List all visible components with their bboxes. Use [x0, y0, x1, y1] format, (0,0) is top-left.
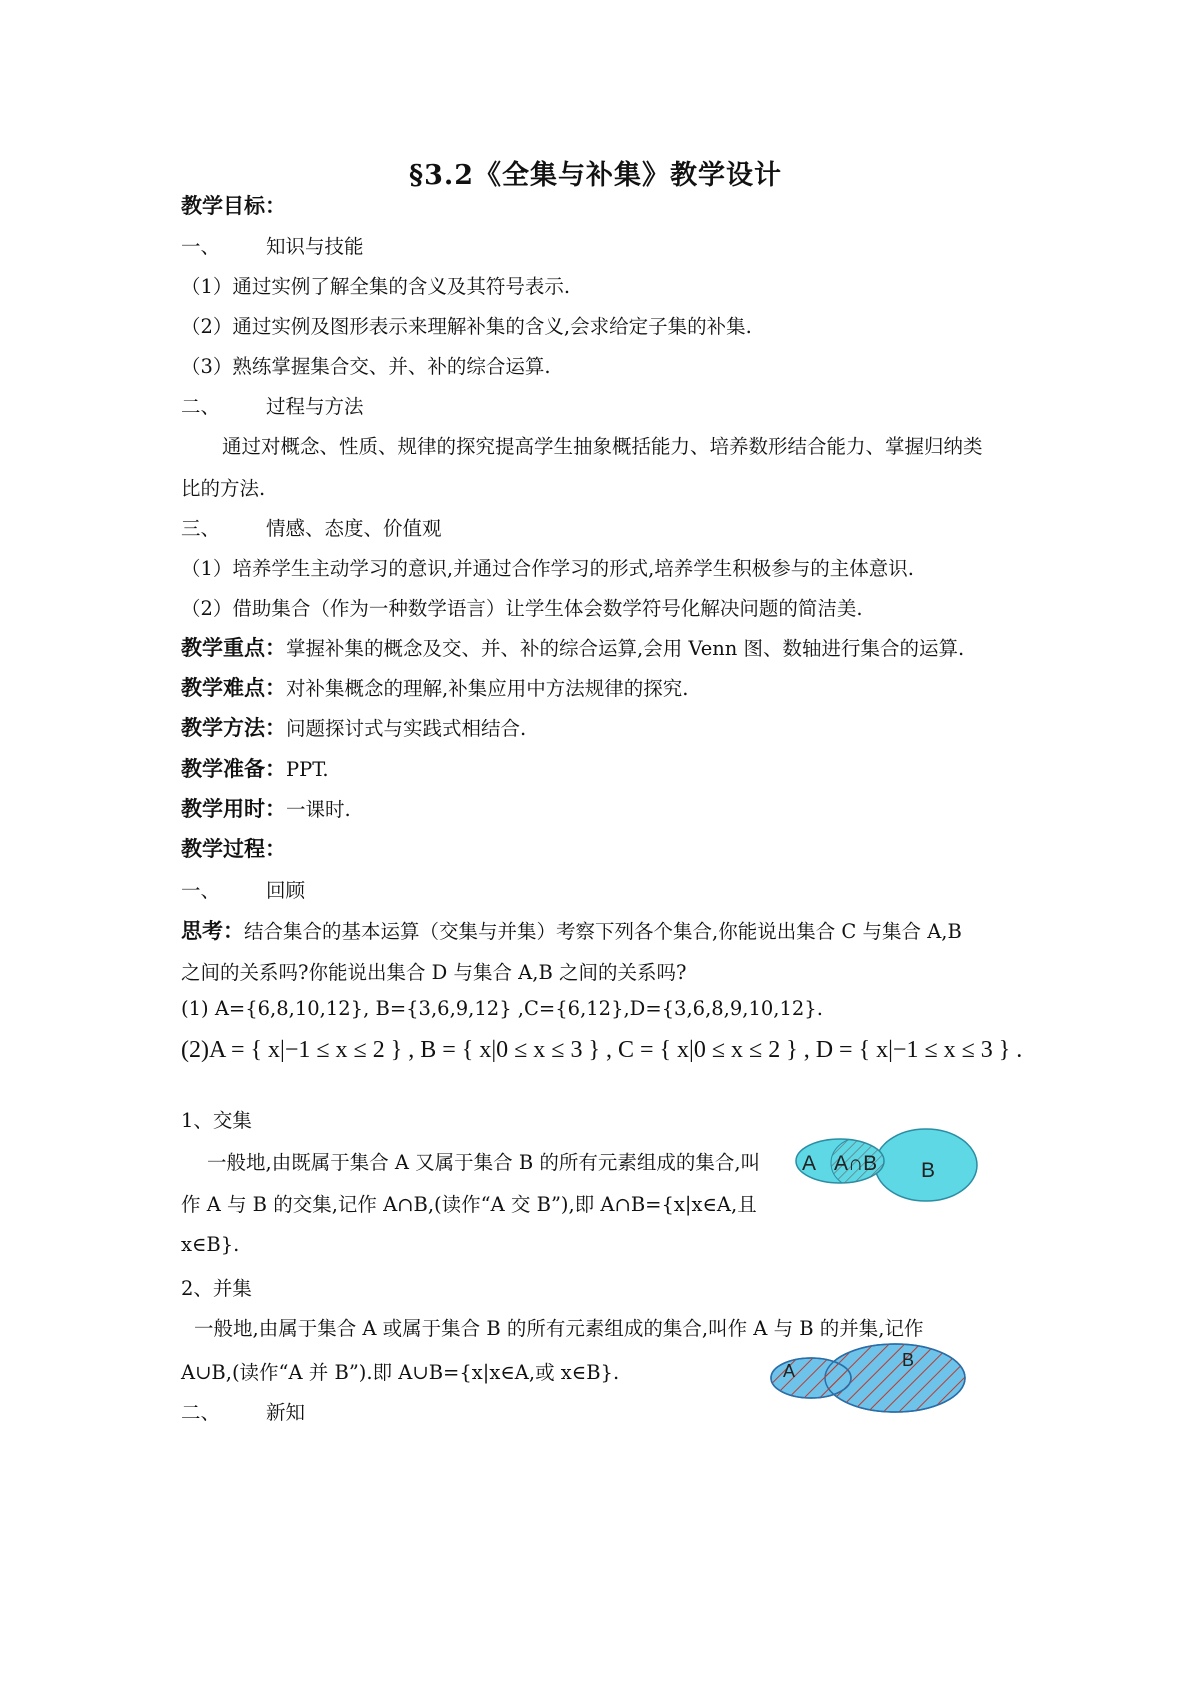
section-knowledge — [181, 231, 364, 259]
section-number: 二、 — [181, 1401, 221, 1424]
objective-item: （3）熟练掌握集合交、并、补的综合运算. — [181, 355, 551, 378]
intersection-title: 1、交集 — [181, 1109, 252, 1132]
process-heading: 教学过程： — [181, 836, 286, 861]
paragraph-line: 比的方法. — [181, 477, 266, 500]
duration-label: 教学用时： — [181, 796, 286, 821]
example-1: (1) A={6,8,10,12}, B={3,6,9,12} ,C={6,12},D={3,6,8,9,10,12}. — [181, 997, 823, 1020]
document-title: §3.2《全集与补集》教学设计 — [408, 160, 783, 191]
preparation — [181, 753, 329, 783]
section-number: 一、 — [181, 235, 221, 258]
section-number: 一、 — [181, 879, 221, 902]
paragraph-line: 一般地,由既属于集合 A 又属于集合 B 的所有元素组成的集合,叫 — [207, 1151, 761, 1174]
key-points — [181, 632, 964, 662]
key-points-label: 教学重点： — [181, 635, 286, 660]
section-process — [181, 391, 364, 419]
union-title: 2、并集 — [181, 1277, 252, 1300]
objectives-heading: 教学目标： — [181, 193, 286, 218]
set-b-label: B — [921, 1159, 936, 1182]
paragraph-line: 作 A 与 B 的交集,记作 A∩B,(读作“A 交 B”),即 A∩B={x|x∈A,且 — [181, 1193, 757, 1216]
example-2: (2)A = { x|−1 ≤ x ≤ 2 } , B = { x|0 ≤ x ≤ 3 } , C = { x|0 ≤ x ≤ 2 } , D = { x|−1 ≤ x ≤ 3 } . — [181, 1037, 1023, 1063]
paragraph-line: 之间的关系吗?你能说出集合 D 与集合 A,B 之间的关系吗? — [181, 961, 687, 984]
difficulty-label: 教学难点： — [181, 675, 286, 700]
section-attitude — [181, 513, 442, 541]
section-number: 二、 — [181, 395, 221, 418]
objective-item: （2）通过实例及图形表示来理解补集的含义,会求给定子集的补集. — [181, 315, 752, 338]
objective-item: （1）培养学生主动学习的意识,并通过合作学习的形式,培养学生积极参与的主体意识. — [181, 557, 915, 580]
set-a-label: A — [783, 1361, 796, 1381]
intersection-venn-diagram — [790, 1128, 990, 1228]
preparation-text: PPT. — [286, 758, 329, 781]
section-label: 情感、态度、价值观 — [266, 517, 442, 540]
think-label: 思考： — [181, 918, 244, 943]
section-label: 回顾 — [266, 879, 306, 902]
objective-item: （2）借助集合（作为一种数学语言）让学生体会数学符号化解决问题的简洁美. — [181, 597, 863, 620]
difficulty-text: 对补集概念的理解,补集应用中方法规律的探究. — [286, 677, 689, 700]
section-label: 过程与方法 — [266, 395, 364, 418]
paragraph-line: 一般地,由属于集合 A 或属于集合 B 的所有元素组成的集合,叫作 A 与 B 的并集,记作 — [194, 1317, 924, 1340]
section-label: 新知 — [266, 1401, 306, 1424]
set-b-label: B — [902, 1350, 915, 1370]
section-label: 知识与技能 — [266, 235, 364, 258]
paragraph-line: x∈B}. — [181, 1233, 240, 1256]
paragraph-line: 通过对概念、性质、规律的探究提高学生抽象概括能力、培养数形结合能力、掌握归纳类 — [222, 435, 983, 458]
section-new-knowledge — [181, 1397, 305, 1425]
preparation-label: 教学准备： — [181, 756, 286, 781]
objective-item: （1）通过实例了解全集的含义及其符号表示. — [181, 275, 571, 298]
key-points-text: 掌握补集的概念及交、并、补的综合运算,会用 Venn 图、数轴进行集合的运算. — [286, 637, 965, 660]
intersection-label: A∩B — [834, 1152, 878, 1175]
section-review — [181, 875, 305, 903]
duration — [181, 793, 351, 823]
section-number: 三、 — [181, 517, 221, 540]
think-text: 结合集合的基本运算（交集与并集）考察下列各个集合,你能说出集合 C 与集合 A,B — [244, 920, 962, 943]
think-question — [181, 915, 962, 945]
paragraph-line: A∪B,(读作“A 并 B”).即 A∪B={x|x∈A,或 x∈B}. — [181, 1361, 620, 1384]
union-venn-diagram — [768, 1340, 968, 1420]
difficulty — [181, 672, 688, 702]
method — [181, 712, 526, 742]
method-text: 问题探讨式与实践式相结合. — [286, 717, 527, 740]
set-a-label: A — [802, 1152, 817, 1175]
duration-text: 一课时. — [286, 798, 351, 821]
method-label: 教学方法： — [181, 715, 286, 740]
